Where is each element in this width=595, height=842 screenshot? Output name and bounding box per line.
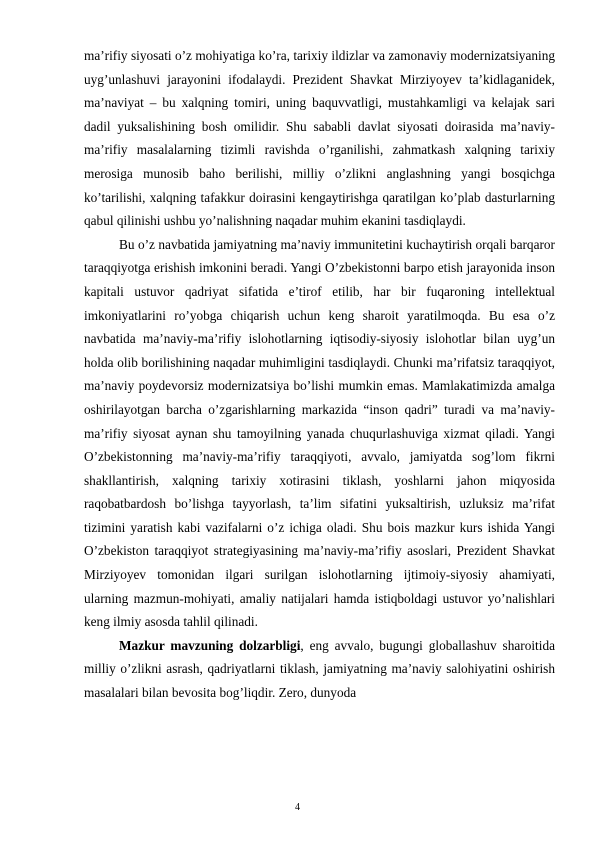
paragraph-2-text: Bu o’z navbatida jamiyatning ma’naviy immunitetini kuchaytirish orqali barqaror taraqqiyotga erishish imkonini beradi. Yangi O’zbekistonni barpo etish jarayonida inson kapitali ustuvor qadriyat sifatida e’tirof etilib, har bir fuqaroning intellektual imkoniyatlarini ro’yobga chiqarish uchun keng sharoit yaratilmoqda. Bu esa o’z navbatida ma’naviy-ma’rifiy islohotlarning iqtisodiy-siyosiy islohotlar bilan uyg’un holda olib borilishining naqadar muhimligini tasdiqlaydi. Chunki ma’rifatsiz taraqqiyot, ma’naviy poydevorsiz modernizatsiya bo’lishi mumkin emas. Mamlakatimizda amalga oshirilayotgan barcha o’zgarishlarning markazida “inson qadri” turadi va ma’naviy-ma’rifiy siyosat aynan shu tamoyilning yanada chuqurlashuviga xizmat qiladi. Yangi O’zbekistonning ma’naviy-ma’rifiy taraqqiyoti, avvalo, jamiyatda sog’lom fikrni shakllantirish, xalqning tarixiy xotirasini tiklash, yoshlarni jahon miqyosida raqobatbardosh bo’lishga tayyorlash, ta’lim sifatini yuksaltirish, uzluksiz ma’rifat tizimini yaratish kabi vazifalarni o’z ichiga oladi. Shu bois mazkur kurs ishida Yangi O’zbekiston taraqqiyot strategiyasining ma’naviy-ma’rifiy asoslari, Prezident Shavkat Mirziyoyev tomonidan ilgari surilgan islohotlarning ijtimoiy-siyosiy ahamiyati, ularning mazmun-mohiyati, amaliy natijalari hamda istiqboldagi ustuvor yo’nalishlari keng ilmiy asosda tahlil qilinadi. — [84, 236, 555, 630]
paragraph-1-text: ma’rifiy siyosati o’z mohiyatiga ko’ra, tarixiy ildizlar va zamonaviy modernizatsiyaning uyg’unlashuvi jarayonini ifodalaydi. Prezident Shavkat Mirziyoyev ta’kidlaganidek, ma’naviyat – bu xalqning tomiri, uning baquvvatligi, mustahkamligi va kelajak sari dadil yuksalishining bosh omilidir. Shu sababli davlat siyosati doirasida ma’naviy-ma’rifiy masalalarning tizimli ravishda o’rganilishi, zahmatkash xalqning tarixiy merosiga munosib baho berilishi, milliy o’zlikni anglashning yangi bosqichga ko’tarilishi, xalqning tafakkur doirasini kengaytirishga qaratilgan ko’plab dasturlarning qabul qilinishi ushbu yo’nalishning naqadar muhim ekanini tasdiqlaydi. — [84, 48, 555, 229]
paragraph-1 — [84, 44, 555, 233]
document-body — [84, 44, 555, 705]
paragraph-3-text: , eng avvalo, bugungi globallashuv sharoitida milliy o’zlikni asrash, qadriyatlarni tiklash, jamiyatning ma’naviy salohiyatini oshirish masalalari bilan bevosita bog’liqdir. Zero, dunyoda — [84, 637, 555, 701]
paragraph-2 — [84, 233, 555, 634]
paragraph-3 — [84, 634, 555, 705]
page-number: 4 — [295, 802, 300, 813]
paragraph-3-lead: Mazkur mavzuning dolzarbligi — [119, 637, 301, 653]
